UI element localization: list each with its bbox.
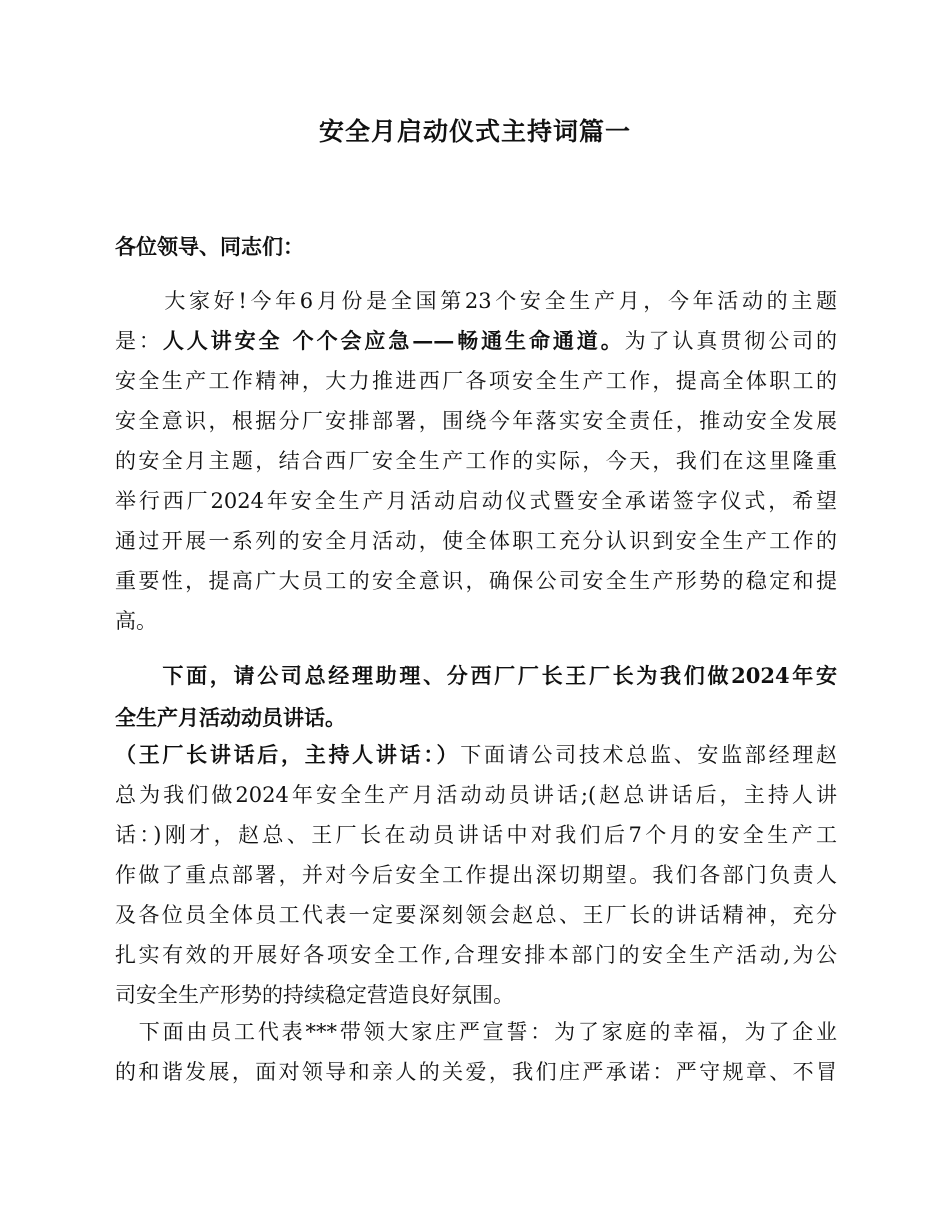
text-line: 举行西厂2024年安全生产月活动启动仪式暨安全承诺签字仪式，希望 [115,489,837,513]
text-line: 通过开展一系列的安全月活动，使全体职工充分认识到安全生产工作的 [115,529,837,553]
text-span: 为了认真贯彻公司的 [624,329,838,353]
text-line [115,735,837,775]
text-line: 的安全月主题，结合西厂安全生产工作的实际，今天，我们在这里隆重 [115,449,837,473]
text-line: 大家好!今年6月份是全国第23个安全生产月，今年活动的主题 [115,289,837,313]
text-line: 扎实有效的开展好各项安全工作,合理安排本部门的安全生产活动,为公 [115,943,837,967]
text-line: 的和谐发展，面对领导和亲人的关爱，我们庄严承诺：严守规章、不冒 [115,1060,837,1084]
text-line: 话：)刚才，赵总、王厂长在动员讲话中对我们后7个月的安全生产工 [115,823,837,847]
text-line: 总为我们做2024年安全生产月活动动员讲话;(赵总讲话后，主持人讲 [115,783,837,807]
text-line: 下面由员工代表***带领大家庄严宣誓：为了家庭的幸福，为了企业 [115,1020,837,1044]
text-line: 全生产月活动动员讲话。 [115,705,346,730]
text-span: 下面请公司技术总监、安监部经理赵 [460,743,837,767]
speech-cue: （王厂长讲话后，主持人讲话：） [115,742,461,767]
text-line: 高。 [115,609,157,633]
document-title: 安全月启动仪式主持词篇一 [318,117,631,146]
text-line: 作做了重点部署，并对今后安全工作提出深切期望。我们各部门负责人 [115,863,837,887]
greeting: 各位领导、同志们： [115,234,304,259]
text-line: 安全意识，根据分厂安排部署，围绕今年落实安全责任，推动安全发展 [115,409,837,433]
activity-theme: 人人讲安全 个个会应急——畅通生命通道。 [162,328,625,353]
text-line [115,321,837,361]
text-line: 重要性，提高广大员工的安全意识，确保公司安全生产形势的稳定和提 [115,569,837,593]
text-line: 下面，请公司总经理助理、分西厂厂长王厂长为我们做2024年安 [115,663,837,688]
text-line: 安全生产工作精神，大力推进西厂各项安全生产工作，提高全体职工的 [115,369,837,393]
text-span: 是： [115,329,163,353]
text-line: 司安全生产形势的持续稳定营造良好氛围。 [115,983,514,1007]
text-line: 及各位员全体员工代表一定要深刻领会赵总、王厂长的讲话精神，充分 [115,903,837,927]
